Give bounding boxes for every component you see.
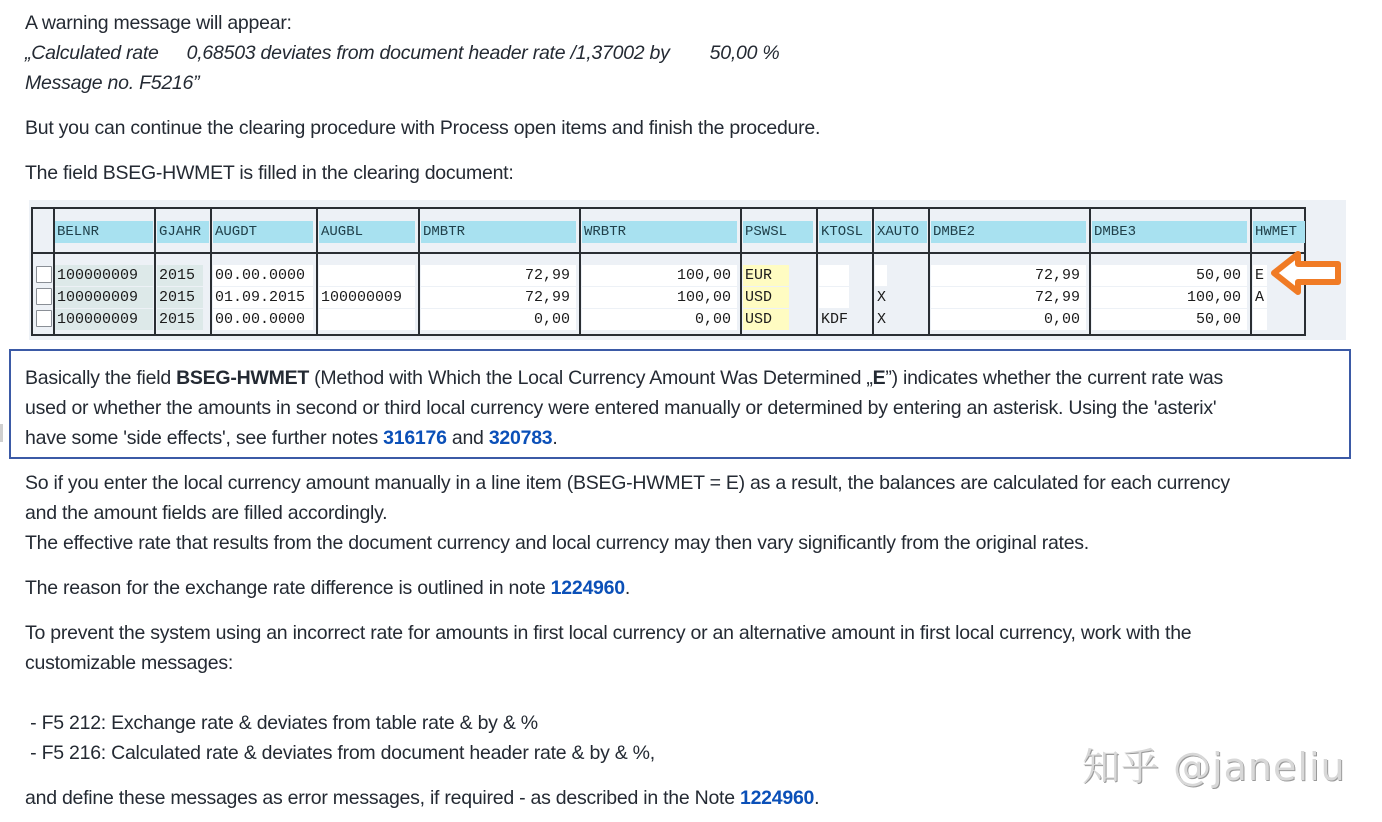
- text: .: [814, 787, 820, 809]
- row-select-checkbox[interactable]: [36, 310, 52, 327]
- cell-wrbtr: 100,00: [582, 287, 737, 308]
- cell-dmbtr: 0,00: [421, 309, 576, 330]
- column-header-augdt: AUGDT: [213, 221, 313, 243]
- paragraph: [25, 573, 630, 603]
- header-divider: [33, 252, 1304, 254]
- column-divider: [418, 209, 420, 334]
- paragraph: The field BSEG-HWMET is filled in the clearing document:: [25, 162, 514, 184]
- cell-augdt: 00.00.0000: [213, 265, 313, 286]
- box-line-3: [25, 423, 558, 453]
- text: .: [624, 577, 631, 599]
- column-divider: [740, 209, 742, 334]
- text: The reason for the exchange rate difference is outlined in note: [25, 577, 551, 599]
- cell-dmbtr: 72,99: [421, 265, 576, 286]
- cell-belnr: 100000009: [55, 287, 153, 308]
- note-link-316176[interactable]: 316176: [383, 427, 447, 449]
- column-header-xauto: XAUTO: [875, 221, 927, 243]
- text: ”) indicates whether the current rate was: [885, 367, 1223, 389]
- warning-message-text: [25, 38, 779, 68]
- warning-part: 0,68503 deviates from document header rate /1,37002 by: [186, 42, 670, 64]
- cell-augbl: [319, 309, 415, 330]
- column-divider: [579, 209, 581, 334]
- warning-part: „Calculated rate: [25, 42, 159, 64]
- note-link-320783[interactable]: 320783: [488, 427, 553, 449]
- cell-dmbe2: 72,99: [931, 265, 1086, 286]
- field-value: E: [872, 367, 886, 389]
- note-link-1224960[interactable]: 1224960: [739, 787, 815, 809]
- note-link-1224960[interactable]: 1224960: [550, 577, 625, 599]
- sap-grid: [31, 207, 1306, 336]
- cell-augdt: 01.09.2015: [213, 287, 313, 308]
- box-line-2: used or whether the amounts in second or third local currency were entered manually or determined by entering an asterisk. Using the 'asterix': [25, 397, 1217, 419]
- cell-ktosl: [819, 265, 849, 286]
- box-line-1: [25, 363, 1223, 393]
- column-header-augbl: AUGBL: [319, 221, 415, 243]
- cell-gjahr: 2015: [157, 287, 203, 308]
- cell-hwmet: [1253, 309, 1267, 330]
- column-divider: [210, 209, 212, 334]
- intro-line: A warning message will appear:: [25, 12, 292, 34]
- cell-dmbe3: 50,00: [1092, 309, 1247, 330]
- cell-xauto: [875, 265, 887, 286]
- cell-pswsl: USD: [743, 287, 789, 308]
- cell-wrbtr: 0,00: [582, 309, 737, 330]
- watermark: 知乎 @janeliu: [1082, 745, 1346, 789]
- arrow-left-icon: [1270, 250, 1344, 296]
- list-item: - F5 212: Exchange rate & deviates from table rate & by & %: [25, 712, 538, 734]
- text: (Method with Which the Local Currency Amount Was Determined „: [308, 367, 873, 389]
- cell-gjahr: 2015: [157, 265, 203, 286]
- column-divider: [816, 209, 818, 334]
- text: have some 'side effects', see further notes: [25, 427, 384, 449]
- paragraph: [25, 783, 819, 813]
- cell-hwmet: A: [1253, 287, 1267, 308]
- column-divider: [1250, 209, 1252, 334]
- list-item: - F5 216: Calculated rate & deviates from document header rate & by & %,: [25, 742, 655, 764]
- cell-augbl: [319, 265, 415, 286]
- text: Basically the field: [25, 367, 177, 389]
- paragraph: So if you enter the local currency amount manually in a line item (BSEG-HWMET = E) as a result, the balances are calculated for each currency: [25, 472, 1230, 494]
- paragraph: To prevent the system using an incorrect rate for amounts in first local currency or an alternative amount in first local currency, work with the: [25, 622, 1192, 644]
- paragraph: But you can continue the clearing procedure with Process open items and finish the procedure.: [25, 117, 821, 139]
- column-header-gjahr: GJAHR: [157, 221, 209, 243]
- cell-belnr: 100000009: [55, 265, 153, 286]
- column-divider: [1089, 209, 1091, 334]
- row-select-checkbox[interactable]: [36, 266, 52, 283]
- cell-pswsl: EUR: [743, 265, 789, 286]
- cell-augbl: 100000009: [319, 287, 415, 308]
- column-header-belnr: BELNR: [55, 221, 153, 243]
- row-select-checkbox[interactable]: [36, 288, 52, 305]
- message-number: Message no. F5216”: [25, 72, 200, 94]
- cell-ktosl: [819, 287, 849, 308]
- cell-dmbe3: 50,00: [1092, 265, 1247, 286]
- text: and: [446, 427, 489, 449]
- cell-xauto: X: [877, 311, 887, 328]
- cell-gjahr: 2015: [157, 309, 203, 330]
- column-header-pswsl: PSWSL: [743, 221, 813, 243]
- cell-ktosl: KDF: [821, 311, 849, 328]
- cell-dmbtr: 72,99: [421, 287, 576, 308]
- column-header-dmbe2: DMBE2: [931, 221, 1086, 243]
- column-header-dmbtr: DMBTR: [421, 221, 576, 243]
- warning-part: 50,00 %: [709, 42, 780, 64]
- cell-augdt: 00.00.0000: [213, 309, 313, 330]
- column-divider: [154, 209, 156, 334]
- cell-wrbtr: 100,00: [582, 265, 737, 286]
- column-header-wrbtr: WRBTR: [582, 221, 737, 243]
- column-header-ktosl: KTOSL: [819, 221, 871, 243]
- field-name: BSEG-HWMET: [176, 367, 309, 389]
- highlight-box: [9, 349, 1351, 459]
- cell-belnr: 100000009: [55, 309, 153, 330]
- cell-hwmet: E: [1253, 265, 1267, 286]
- text: .: [552, 427, 558, 449]
- paragraph: customizable messages:: [25, 652, 234, 674]
- paragraph: and the amount fields are filled accordingly.: [25, 502, 388, 524]
- cell-dmbe2: 0,00: [931, 309, 1086, 330]
- column-divider: [872, 209, 874, 334]
- cell-dmbe3: 100,00: [1092, 287, 1247, 308]
- sap-table-screenshot: [29, 200, 1346, 340]
- cell-xauto: X: [877, 289, 887, 306]
- cell-dmbe2: 72,99: [931, 287, 1086, 308]
- column-header-dmbe3: DMBE3: [1092, 221, 1247, 243]
- column-divider: [316, 209, 318, 334]
- cell-pswsl: USD: [743, 309, 789, 330]
- column-header-hwmet: HWMET: [1253, 221, 1305, 243]
- text: and define these messages as error messages, if required - as described in the Note: [25, 787, 740, 809]
- scroll-gutter-mark: [0, 424, 3, 442]
- column-divider: [928, 209, 930, 334]
- paragraph: The effective rate that results from the document currency and local currency may then vary significantly from the original rates.: [25, 532, 1089, 554]
